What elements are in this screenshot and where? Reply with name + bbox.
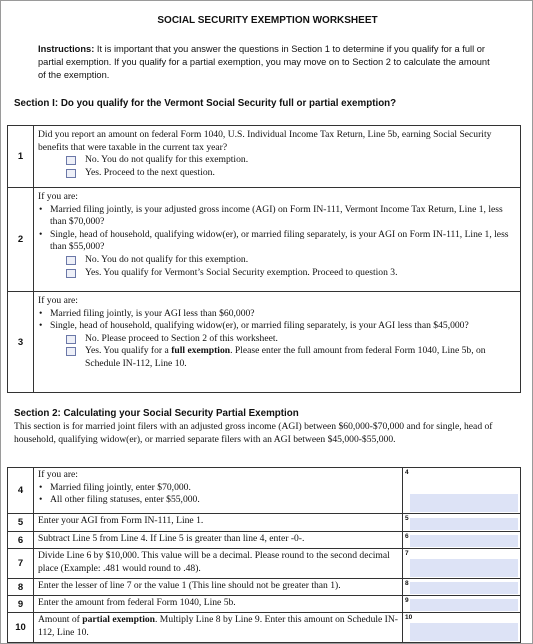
amount-cell (403, 532, 521, 549)
section1-heading: Section I: Do you qualify for the Vermont Social Security full or partial exemption? (14, 98, 397, 109)
option-no (38, 154, 514, 167)
question-intro: If you are: (38, 191, 78, 202)
amount-cell (403, 596, 521, 613)
checkbox-no[interactable] (66, 256, 76, 265)
checkbox-no[interactable] (66, 156, 76, 165)
amount-cell (403, 468, 521, 514)
question-number: 3 (8, 292, 34, 393)
line-row-9 (8, 596, 521, 613)
line-row-8 (8, 579, 521, 596)
checkbox-no[interactable] (66, 335, 76, 344)
box-number: 8 (405, 580, 409, 587)
worksheet-title: SOCIAL SECURITY EXEMPTION WORKSHEET (157, 15, 378, 26)
line-text-end: . Multiply Line 8 by Line 9. Enter this amount on Schedule IN-112, Line 10. (38, 614, 399, 638)
section1-question-table (7, 125, 521, 393)
section2-heading: Section 2: Calculating your Social Security Partial Exemption (14, 408, 299, 419)
option-yes (38, 267, 514, 280)
instructions (38, 43, 498, 82)
section2-intro: This section is for married joint filers with an adjusted gross income (AGI) between $60,000-$70,000 and for single, head of household, qualifying widow(er), or married separate filers with an AGI between $45,000-$55,000. (14, 421, 493, 445)
amount-cell (403, 514, 521, 532)
checkbox-yes[interactable] (66, 169, 76, 178)
box-number: 10 (405, 614, 413, 621)
line-description (34, 613, 403, 643)
question-row-2 (8, 188, 521, 292)
option-yes-label-end: . Please enter the full amount from federal Form 1040, Line 5b, on Schedule IN-112, Line 10. (85, 345, 486, 369)
line-description: Subtract Line 5 from Line 4. If Line 5 is greater than line 4, enter -0-. (34, 532, 403, 549)
line-number: 8 (8, 579, 34, 596)
line-row-6 (8, 532, 521, 549)
line-description (34, 468, 403, 514)
line-8-amount-field[interactable] (410, 582, 518, 594)
line-4-amount-field[interactable] (410, 494, 518, 512)
line-row-10 (8, 613, 521, 643)
question-bullet: • Married filing jointly, is your AGI less than $60,000? (38, 308, 514, 321)
line-number: 6 (8, 532, 34, 549)
line-number: 5 (8, 514, 34, 532)
option-yes (38, 167, 514, 180)
amount-cell (403, 613, 521, 643)
amount-cell (403, 549, 521, 579)
option-no (38, 254, 514, 267)
question-body (34, 188, 521, 292)
option-no-label: No. You do not qualify for this exemption. (85, 154, 249, 166)
checkbox-yes[interactable] (66, 347, 76, 356)
question-body (34, 292, 521, 393)
line-text-start: Amount of (38, 614, 83, 625)
question-text: Did you report an amount on federal Form 1040, U.S. Individual Income Tax Return, Line 5b, earning Social Security benefits that were taxable in the current tax year? (38, 129, 492, 153)
checkbox-yes[interactable] (66, 269, 76, 278)
option-yes-label-bold: full exemption (171, 345, 231, 357)
line-intro: If you are: (38, 469, 78, 480)
question-bullet: • Single, head of household, qualifying widow(er), or married filing separately, is your AGI on Form IN-111, Line 1, less than $55,000? (38, 229, 514, 254)
line-bullet: • All other filing statuses, enter $55,000. (38, 494, 398, 507)
box-number: 5 (405, 515, 409, 522)
line-description: Enter the lesser of line 7 or the value 1 (This line should not be greater than 1). (34, 579, 403, 596)
question-intro: If you are: (38, 295, 78, 306)
line-text-bold: partial exemption (82, 614, 155, 625)
question-number: 2 (8, 188, 34, 292)
line-number: 4 (8, 468, 34, 514)
question-row-1 (8, 126, 521, 188)
question-bullet: • Married filing jointly, is your adjusted gross income (AGI) on Form IN-111, Vermont Income Tax Return, Line 1, less than $70,000? (38, 204, 514, 229)
line-6-amount-field[interactable] (410, 535, 518, 547)
line-10-amount-field[interactable] (410, 623, 518, 641)
line-number: 7 (8, 549, 34, 579)
line-5-amount-field[interactable] (410, 518, 518, 530)
line-description: Divide Line 6 by $10,000. This value will be a decimal. Please round to the second decimal place (Example: .481 would round to .48). (34, 549, 403, 579)
line-row-5 (8, 514, 521, 532)
option-no-label: No. Please proceed to Section 2 of this worksheet. (85, 332, 278, 344)
line-row-4 (8, 468, 521, 514)
line-row-7 (8, 549, 521, 579)
line-bullet: • Married filing jointly, enter $70,000. (38, 482, 398, 495)
amount-cell (403, 579, 521, 596)
line-number: 9 (8, 596, 34, 613)
option-yes-label: Yes. Proceed to the next question. (85, 166, 215, 178)
line-number: 10 (8, 613, 34, 643)
option-yes-label: Yes. You qualify for Vermont’s Social Security exemption. Proceed to question 3. (85, 266, 398, 278)
instructions-text: It is important that you answer the questions in Section 1 to determine if you qualify for a full or partial exemption. If you qualify for a partial exemption, you may move on to Section 2 to calculate the amount of the exemption. (38, 44, 490, 80)
instructions-label: Instructions: (38, 44, 95, 54)
box-number: 6 (405, 533, 409, 540)
question-bullet: • Single, head of household, qualifying widow(er), or married filing separately, is your AGI less than $45,000? (38, 320, 514, 333)
line-7-amount-field[interactable] (410, 559, 518, 577)
question-row-3 (8, 292, 521, 393)
box-number: 7 (405, 550, 409, 557)
line-description: Enter the amount from federal Form 1040, Line 5b. (34, 596, 403, 613)
option-no (38, 333, 514, 346)
question-body (34, 126, 521, 188)
line-9-amount-field[interactable] (410, 599, 518, 611)
option-no-label: No. You do not qualify for this exemption. (85, 253, 249, 265)
box-number: 9 (405, 597, 409, 604)
option-yes (38, 345, 514, 370)
question-number: 1 (8, 126, 34, 188)
section2-calculation-table (7, 467, 521, 643)
box-number: 4 (405, 469, 409, 476)
option-yes-label-start: Yes. You qualify for a (85, 345, 172, 357)
line-description: Enter your AGI from Form IN-111, Line 1. (34, 514, 403, 532)
